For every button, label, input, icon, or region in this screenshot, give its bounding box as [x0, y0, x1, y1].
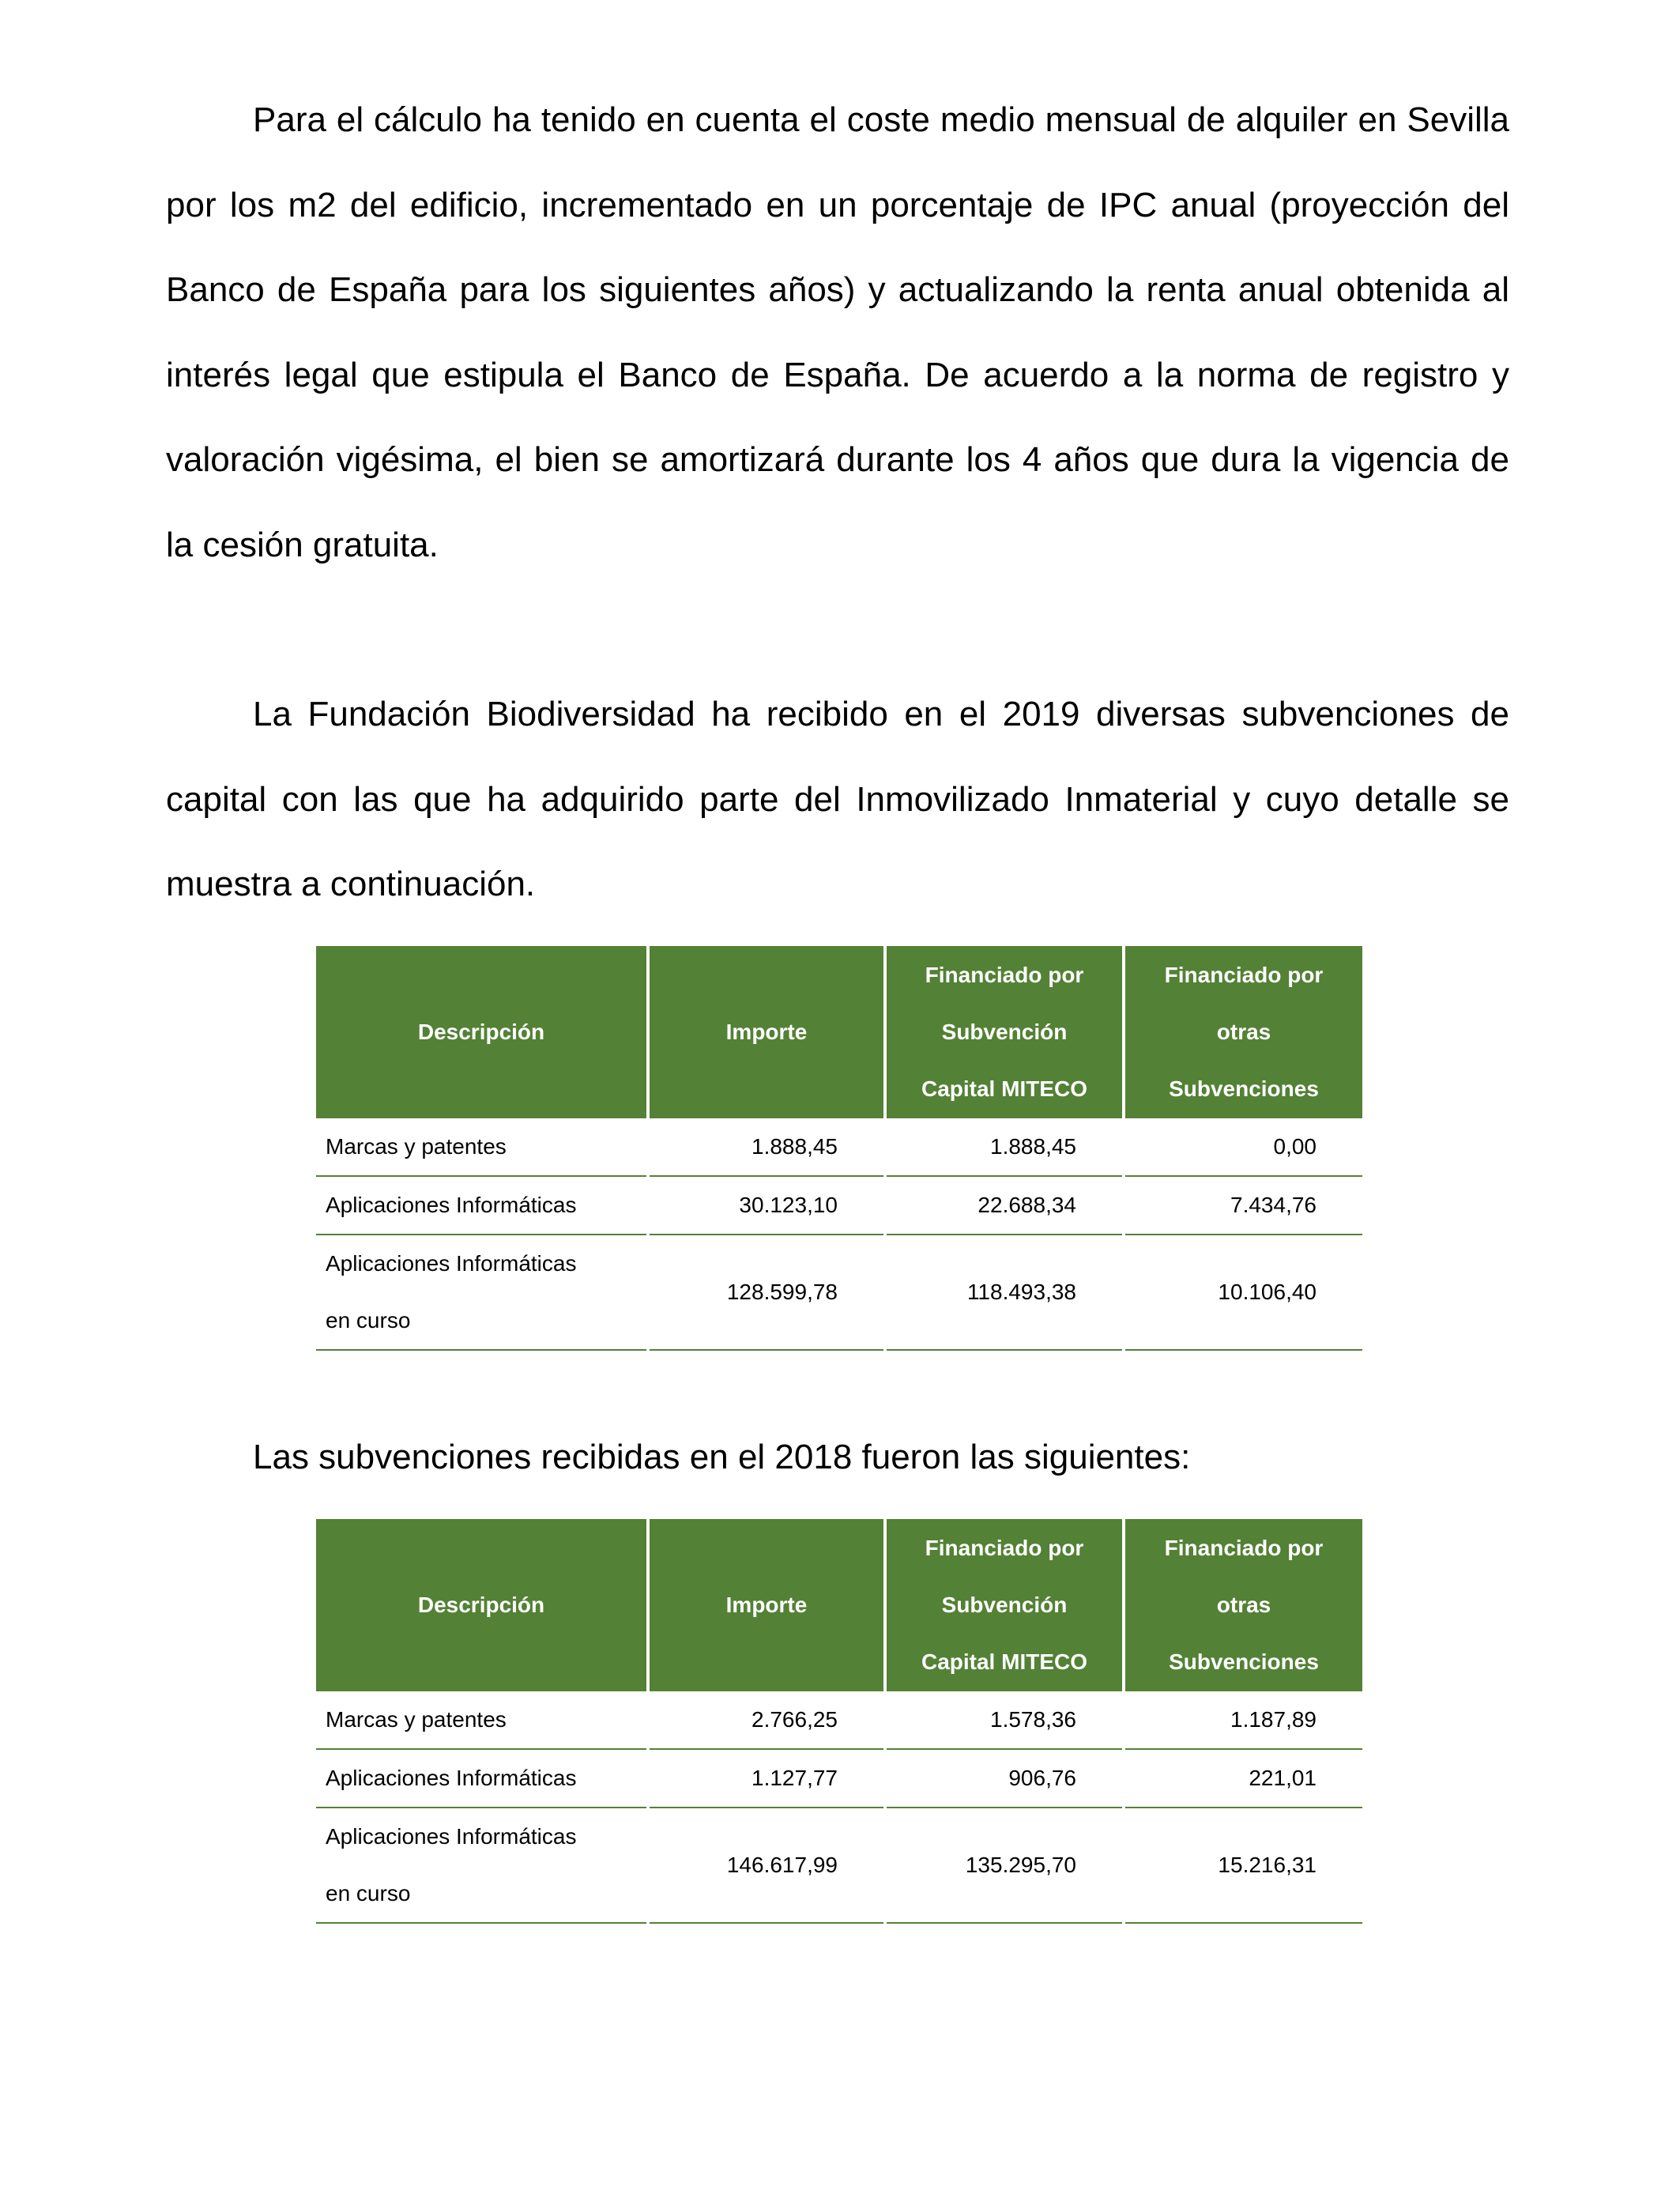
cell-descripcion [316, 1808, 648, 1923]
header-descripcion: Descripción [316, 1519, 648, 1691]
paragraph-2019-intro [166, 672, 1509, 927]
table-header-row [316, 946, 1362, 1118]
cell-descripcion: Marcas y patentes [316, 1118, 648, 1176]
cell-miteco: 118.493,38 [885, 1235, 1124, 1350]
header-financiado-otras [1124, 1519, 1362, 1691]
paragraph-2018-intro [166, 1415, 1509, 1500]
cell-miteco: 135.295,70 [885, 1808, 1124, 1923]
cell-descripcion [316, 1235, 648, 1350]
cell-miteco: 22.688,34 [885, 1176, 1124, 1235]
table-row [316, 1176, 1362, 1235]
cell-importe: 146.617,99 [648, 1808, 885, 1923]
table-row [316, 1691, 1362, 1749]
header-financiado-miteco [885, 946, 1124, 1118]
cell-otras: 15.216,31 [1124, 1808, 1362, 1923]
header-line: Financiado por [1164, 1536, 1324, 1560]
header-financiado-miteco [885, 1519, 1124, 1691]
header-line: Financiado por [925, 1536, 1084, 1560]
cell-importe: 1.127,77 [648, 1749, 885, 1808]
paragraph-rent-calculation [166, 77, 1509, 587]
cell-line: en curso [326, 1308, 411, 1333]
table-row [316, 1808, 1362, 1923]
cell-descripcion: Aplicaciones Informáticas [316, 1749, 648, 1808]
cell-line: en curso [326, 1881, 411, 1906]
cell-otras: 1.187,89 [1124, 1691, 1362, 1749]
header-line: otras [1216, 1593, 1271, 1617]
paragraph-text: Para el cálculo ha tenido en cuenta el coste medio mensual de alquiler en Sevilla por los m2 del edificio, incrementado en un porcentaje de IPC anual (proyección del Banco de España para los siguientes años) y actualizando la renta anual obtenida al interés legal que estipula el Banco de España. De acuerdo a la norma de registro y valoración vigésima, el bien se amortizará durante los 4 años que dura la vigencia de la cesión gratuita. [166, 100, 1509, 564]
cell-importe: 1.888,45 [648, 1118, 885, 1176]
paragraph-text: Las subvenciones recibidas en el 2018 fueron las siguientes: [253, 1438, 1191, 1476]
paragraph-text: La Fundación Biodiversidad ha recibido en el 2019 diversas subvenciones de capital con las que ha adquirido parte del Inmovilizado Inmaterial y cuyo detalle se muestra a continuación. [166, 695, 1509, 903]
header-descripcion: Descripción [316, 946, 648, 1118]
cell-importe: 30.123,10 [648, 1176, 885, 1235]
cell-line: Aplicaciones Informáticas [326, 1824, 577, 1849]
cell-descripcion: Aplicaciones Informáticas [316, 1176, 648, 1235]
cell-miteco: 906,76 [885, 1749, 1124, 1808]
cell-otras: 221,01 [1124, 1749, 1362, 1808]
header-line: Capital MITECO [921, 1076, 1087, 1101]
cell-otras: 0,00 [1124, 1118, 1362, 1176]
cell-miteco: 1.888,45 [885, 1118, 1124, 1176]
cell-importe: 128.599,78 [648, 1235, 885, 1350]
table-subsidies-2019 [316, 946, 1362, 1351]
header-line: Subvención [941, 1593, 1068, 1617]
header-importe: Importe [648, 946, 885, 1118]
table-header-row [316, 1519, 1362, 1691]
header-line: Financiado por [925, 963, 1084, 987]
header-line: otras [1216, 1020, 1271, 1044]
header-importe: Importe [648, 1519, 885, 1691]
table-row [316, 1118, 1362, 1176]
header-line: Financiado por [1164, 963, 1324, 987]
cell-otras: 7.434,76 [1124, 1176, 1362, 1235]
header-line: Subvenciones [1169, 1076, 1319, 1101]
cell-importe: 2.766,25 [648, 1691, 885, 1749]
header-line: Subvenciones [1169, 1649, 1319, 1674]
cell-miteco: 1.578,36 [885, 1691, 1124, 1749]
table-subsidies-2018 [316, 1519, 1362, 1924]
table-row [316, 1749, 1362, 1808]
header-line: Subvención [941, 1020, 1068, 1044]
table-row [316, 1235, 1362, 1350]
cell-line: Aplicaciones Informáticas [326, 1251, 577, 1276]
cell-descripcion: Marcas y patentes [316, 1691, 648, 1749]
header-financiado-otras [1124, 946, 1362, 1118]
cell-otras: 10.106,40 [1124, 1235, 1362, 1350]
header-line: Capital MITECO [921, 1649, 1087, 1674]
